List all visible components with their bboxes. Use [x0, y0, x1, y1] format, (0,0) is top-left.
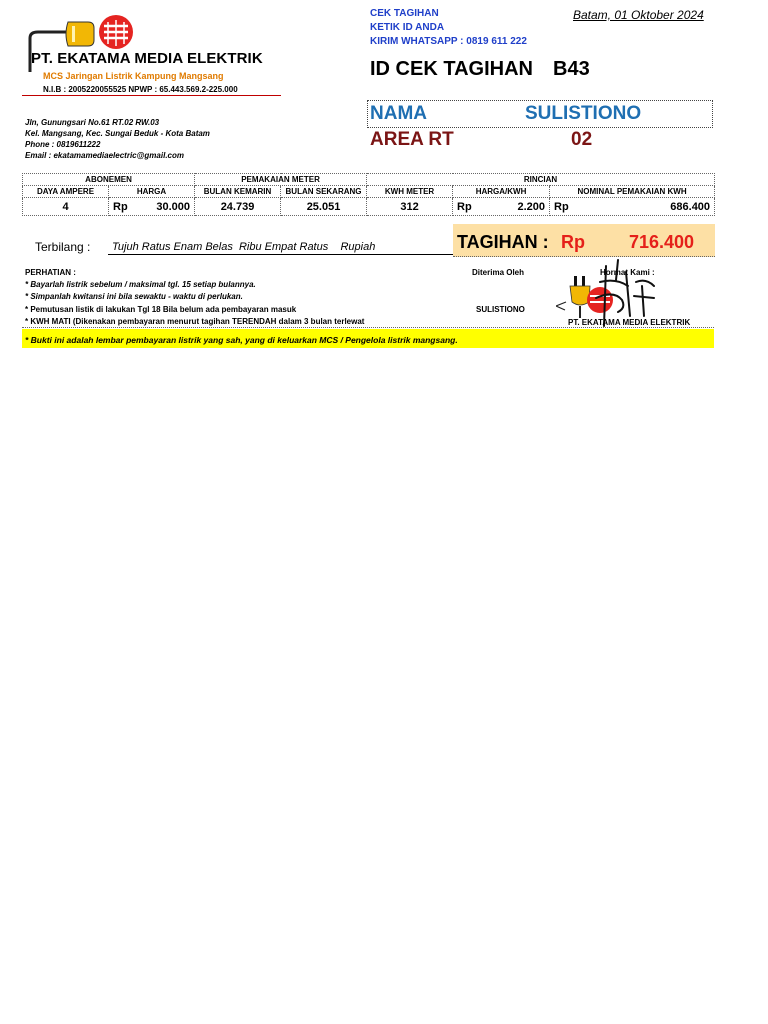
nama-label: NAMA [370, 103, 427, 124]
cell-bulan-kemarin: 24.739 [195, 198, 281, 216]
cell-harga-kwh [453, 198, 550, 216]
area-label: AREA RT [370, 129, 454, 150]
company-subtitle: MCS Jaringan Listrik Kampung Mangsang [43, 71, 224, 81]
note-2: * Simpanlah kwitansi ini bila sewaktu - waktu di perlukan. [25, 292, 243, 301]
harga-kwh-currency: Rp [457, 200, 472, 213]
check-line-1: CEK TAGIHAN [370, 8, 439, 19]
company-name: PT. EKATAMA MEDIA ELEKTRIK [31, 50, 263, 67]
terbilang-value: Tujuh Ratus Enam Belas Ribu Empat Ratus Rupiah [112, 241, 376, 253]
tagihan-currency: Rp [561, 232, 585, 252]
note-3: * Pemutusan listik di lakukan Tgl 18 Bila belum ada pembayaran masuk [25, 305, 297, 314]
footer-text: * Bukti ini adalah lembar pembayaran listrik yang sah, yang di keluarkan MCS / Pengelola listrik mangsang. [25, 335, 458, 345]
terbilang-label: Terbilang : [35, 240, 91, 254]
area-value: 02 [571, 129, 593, 150]
harga-currency: Rp [113, 200, 128, 213]
terbilang-underline [108, 254, 453, 255]
header-harga-kwh: HARGA/KWH [453, 186, 550, 198]
check-line-2: KETIK ID ANDA [370, 22, 445, 33]
id-value: B43 [553, 58, 590, 80]
receiver-name: SULISTIONO [476, 305, 525, 314]
notes-title: PERHATIAN : [25, 268, 76, 277]
nib-npwp: N.I.B : 2005220055525 NPWP : 65.443.569.2-225.000 [43, 85, 238, 94]
nama-value: SULISTIONO [525, 103, 642, 124]
hormat-kami-label: Hormat Kami : [600, 268, 655, 277]
diterima-oleh-label: Diterima Oleh [472, 268, 525, 277]
table-group-row [23, 174, 715, 186]
harga-kwh-value: 2.200 [517, 200, 546, 213]
note-1: * Bayarlah listrik sebelum / maksimal tgl. 15 setiap bulannya. [25, 280, 256, 289]
nominal-value: 686.400 [670, 200, 711, 213]
invoice-date: Batam, 01 Oktober 2024 [573, 8, 704, 22]
group-pemakaian: PEMAKAIAN METER [195, 174, 367, 186]
harga-value: 30.000 [156, 200, 191, 213]
header-daya: DAYA AMPERE [23, 186, 109, 198]
cell-nominal [550, 198, 715, 216]
group-rincian: RINCIAN [367, 174, 715, 186]
header-harga: HARGA [109, 186, 195, 198]
check-line-3: KIRIM WHATSAPP : 0819 611 222 [370, 36, 527, 47]
company-address-2: Kel. Mangsang, Kec. Sungai Beduk - Kota Batam [25, 129, 210, 138]
tagihan-label: TAGIHAN : [457, 232, 549, 252]
group-abonemen: ABONEMEN [23, 174, 195, 186]
cell-bulan-sekarang: 25.051 [281, 198, 367, 216]
nominal-currency: Rp [554, 200, 569, 213]
table-header-row [23, 186, 715, 198]
header-bulan-sekarang: BULAN SEKARANG [281, 186, 367, 198]
cell-daya: 4 [23, 198, 109, 216]
signature-company: PT. EKATAMA MEDIA ELEKTRIK [568, 318, 691, 327]
company-address: Jln, Gunungsari No.61 RT.02 RW.03 [25, 118, 160, 127]
company-email: Email : ekatamamediaelectric@gmail.com [25, 151, 184, 160]
cell-kwh-meter: 312 [367, 198, 453, 216]
id-label: ID CEK TAGIHAN [370, 58, 533, 80]
header-bulan-kemarin: BULAN KEMARIN [195, 186, 281, 198]
company-phone: Phone : 0819611222 [25, 140, 101, 149]
table-row [23, 198, 715, 216]
tagihan-value: 716.400 [629, 232, 695, 252]
billing-table [22, 173, 715, 216]
header-nominal: NOMINAL PEMAKAIAN KWH [550, 186, 715, 198]
header-divider [22, 95, 281, 96]
note-4: * KWH MATI (Dikenakan pembayaran menurut tagihan TERENDAH dalam 3 bulan terlewat [25, 317, 365, 326]
cell-harga [109, 198, 195, 216]
header-kwh-meter: KWH METER [367, 186, 453, 198]
